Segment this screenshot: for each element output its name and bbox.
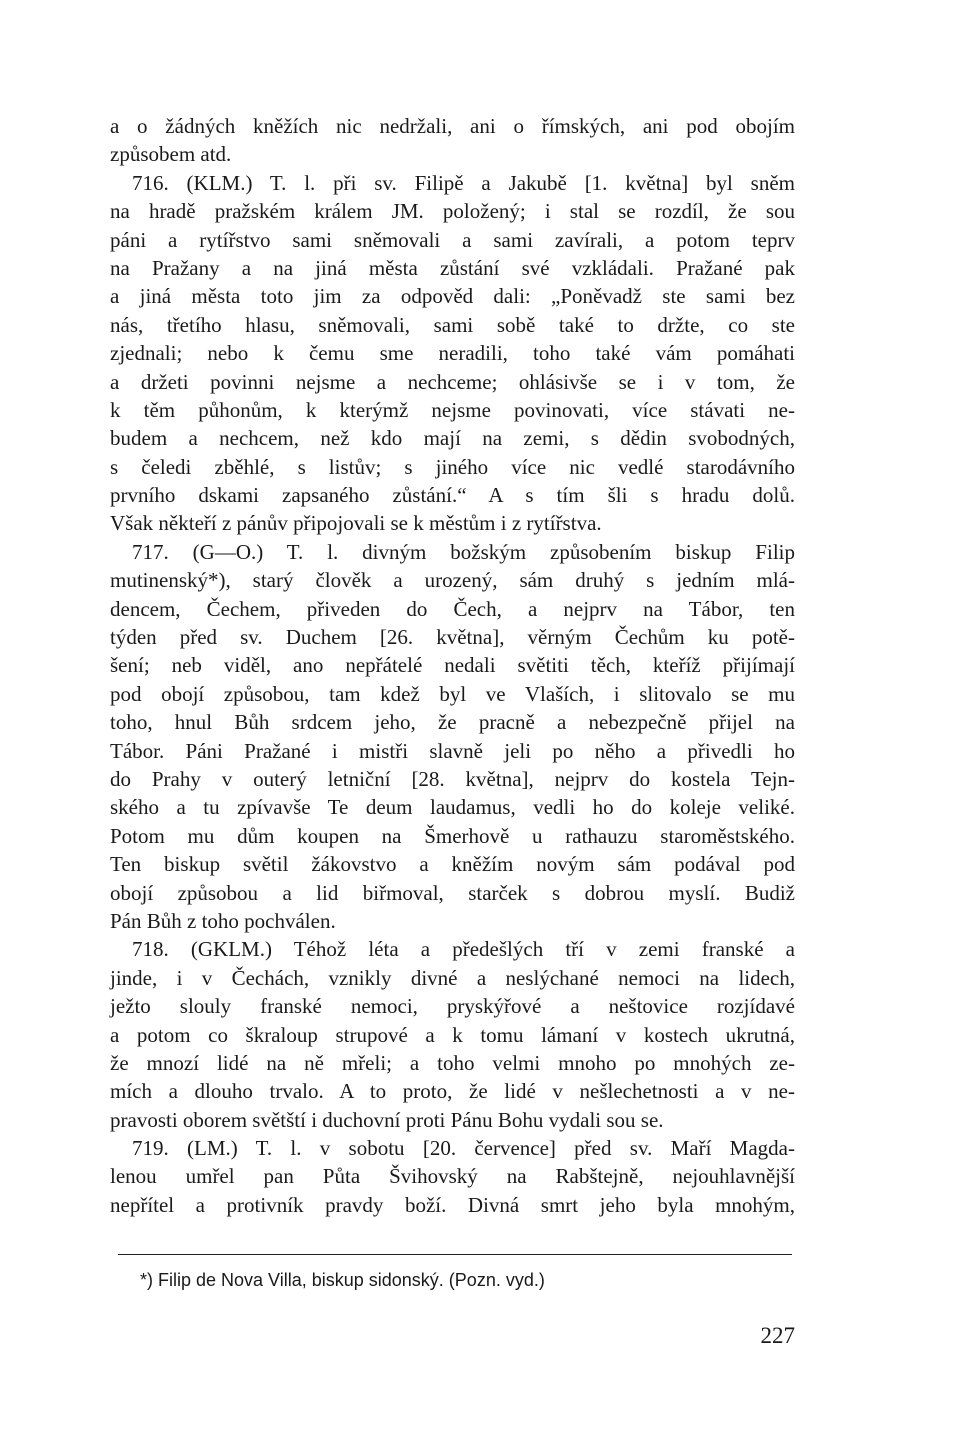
text-line: 718. (GKLM.) Téhož léta a předešlých tří v zemi franské a bbox=[132, 937, 795, 962]
text-line: budem a nechcem, než kdo mají na zemi, s dědin svobodných, bbox=[110, 426, 795, 451]
text-line: toho, hnul Bůh srdcem jeho, že pracně a nebezpečně přijel na bbox=[110, 710, 795, 735]
text-line: 717. (G—O.) T. l. divným božským způsobením biskup Filip bbox=[132, 539, 795, 564]
text-line: ského a tu zpívavše Te deum laudamus, vedli ho do koleje veliké. bbox=[110, 795, 795, 820]
text-line: nepřítel a protivník pravdy boží. Divná smrt jeho byla mnohým, bbox=[110, 1192, 795, 1217]
text-line: 716. (KLM.) T. l. při sv. Filipě a Jakubě [1. května] byl sněm bbox=[132, 170, 795, 195]
text-line: Tábor. Páni Pražané i mistři slavně jeli po něho a přivedli ho bbox=[110, 738, 795, 763]
text-line: způsobem atd. bbox=[110, 142, 232, 167]
text-line: pod obojí způsobou, tam kdež byl ve Vlaších, i slitovalo se mu bbox=[110, 681, 795, 706]
text-line: páni a rytířstvo sami sněmovali a sami zavírali, a potom teprv bbox=[110, 227, 795, 252]
text-line: mutinenský*), starý člověk a urozený, sám druhý s jedním mlá- bbox=[110, 568, 795, 593]
text-line: 719. (LM.) T. l. v sobotu [20. července] před sv. Maří Magda- bbox=[132, 1136, 795, 1161]
footnote: *) Filip de Nova Villa, biskup sidonský. (Pozn. vyd.) bbox=[140, 1270, 545, 1290]
text-line: nás, třetího hlasu, sněmovali, sami sobě také to držte, co ste bbox=[110, 312, 795, 337]
text-line: ježto slouly franské nemoci, pryskýřové a neštovice rozjídavé bbox=[110, 994, 795, 1019]
text-line: Ten biskup světil žákovstvo a kněžím novým sám podával pod bbox=[110, 852, 795, 877]
text-line: zjednali; nebo k čemu sme neradili, toho také vám pomáhati bbox=[110, 341, 795, 366]
footnote-divider bbox=[118, 1254, 792, 1255]
text-line: a potom co škraloup strupové a k tomu lámaní v kostech ukrutná, bbox=[110, 1022, 795, 1047]
page-body bbox=[110, 112, 795, 1219]
text-line: Však někteří z pánův připojovali se k městům i z rytířstva. bbox=[110, 511, 602, 536]
text-line: týden před sv. Duchem [26. května], věrným Čechům ku potě- bbox=[110, 625, 795, 650]
text-line: prvního dskami zapsaného zůstání.“ A s tím šli s hradu dolů. bbox=[110, 483, 795, 508]
page-number: 227 bbox=[760, 1323, 795, 1348]
text-line: na Pražany a na jiná města zůstání své vzkládali. Pražané pak bbox=[110, 255, 795, 280]
text-line: a o žádných kněžích nic nedržali, ani o římských, ani pod obojím bbox=[110, 114, 795, 138]
text-line: k těm půhonům, k kterýmž nejsme povinovati, více stávati ne- bbox=[110, 397, 795, 422]
text-line: na hradě pražském králem JM. položený; i stal se rozdíl, že sou bbox=[110, 199, 795, 224]
text-line: Pán Bůh z toho pochválen. bbox=[110, 908, 336, 933]
text-line: Potom mu dům koupen na Šmerhově u rathauzu staroměstského. bbox=[110, 823, 795, 848]
text-line: pravosti oborem světští i duchovní proti Pánu Bohu vydali sou se. bbox=[110, 1107, 664, 1132]
text-line: a jiná města toto jim za odpověd dali: „Poněvadž ste sami bez bbox=[110, 284, 795, 309]
text-line: a držeti povinni nejsme a nechceme; ohlásivše se i v tom, že bbox=[110, 369, 795, 394]
text-line: že mnozí lidé na ně mřeli; a toho velmi mnoho po mnohých ze- bbox=[110, 1050, 795, 1075]
text-line: do Prahy v outerý letniční [28. května], nejprv do kostela Tejn- bbox=[110, 766, 795, 791]
text-line: obojí způsobou a lid biřmoval, starček s dobrou myslí. Budiž bbox=[110, 880, 795, 905]
text-line: lenou umřel pan Půta Švihovský na Rabštejně, nejouhlavnější bbox=[110, 1164, 795, 1189]
text-line: mích a dlouho trvalo. A to proto, že lidé v nešlechetnosti a v ne- bbox=[110, 1079, 795, 1104]
text-line: dencem, Čechem, přiveden do Čech, a nejprv na Tábor, ten bbox=[110, 596, 795, 621]
text-line: s čeledi zběhlé, s listův; s jiného více nic vedlé starodávního bbox=[110, 454, 795, 479]
text-line: jinde, i v Čechách, vznikly divné a neslýchané nemoci na lidech, bbox=[110, 965, 795, 990]
text-line: šení; neb viděl, ano nepřátelé nedali světiti těch, kteříž přijímají bbox=[110, 653, 795, 678]
